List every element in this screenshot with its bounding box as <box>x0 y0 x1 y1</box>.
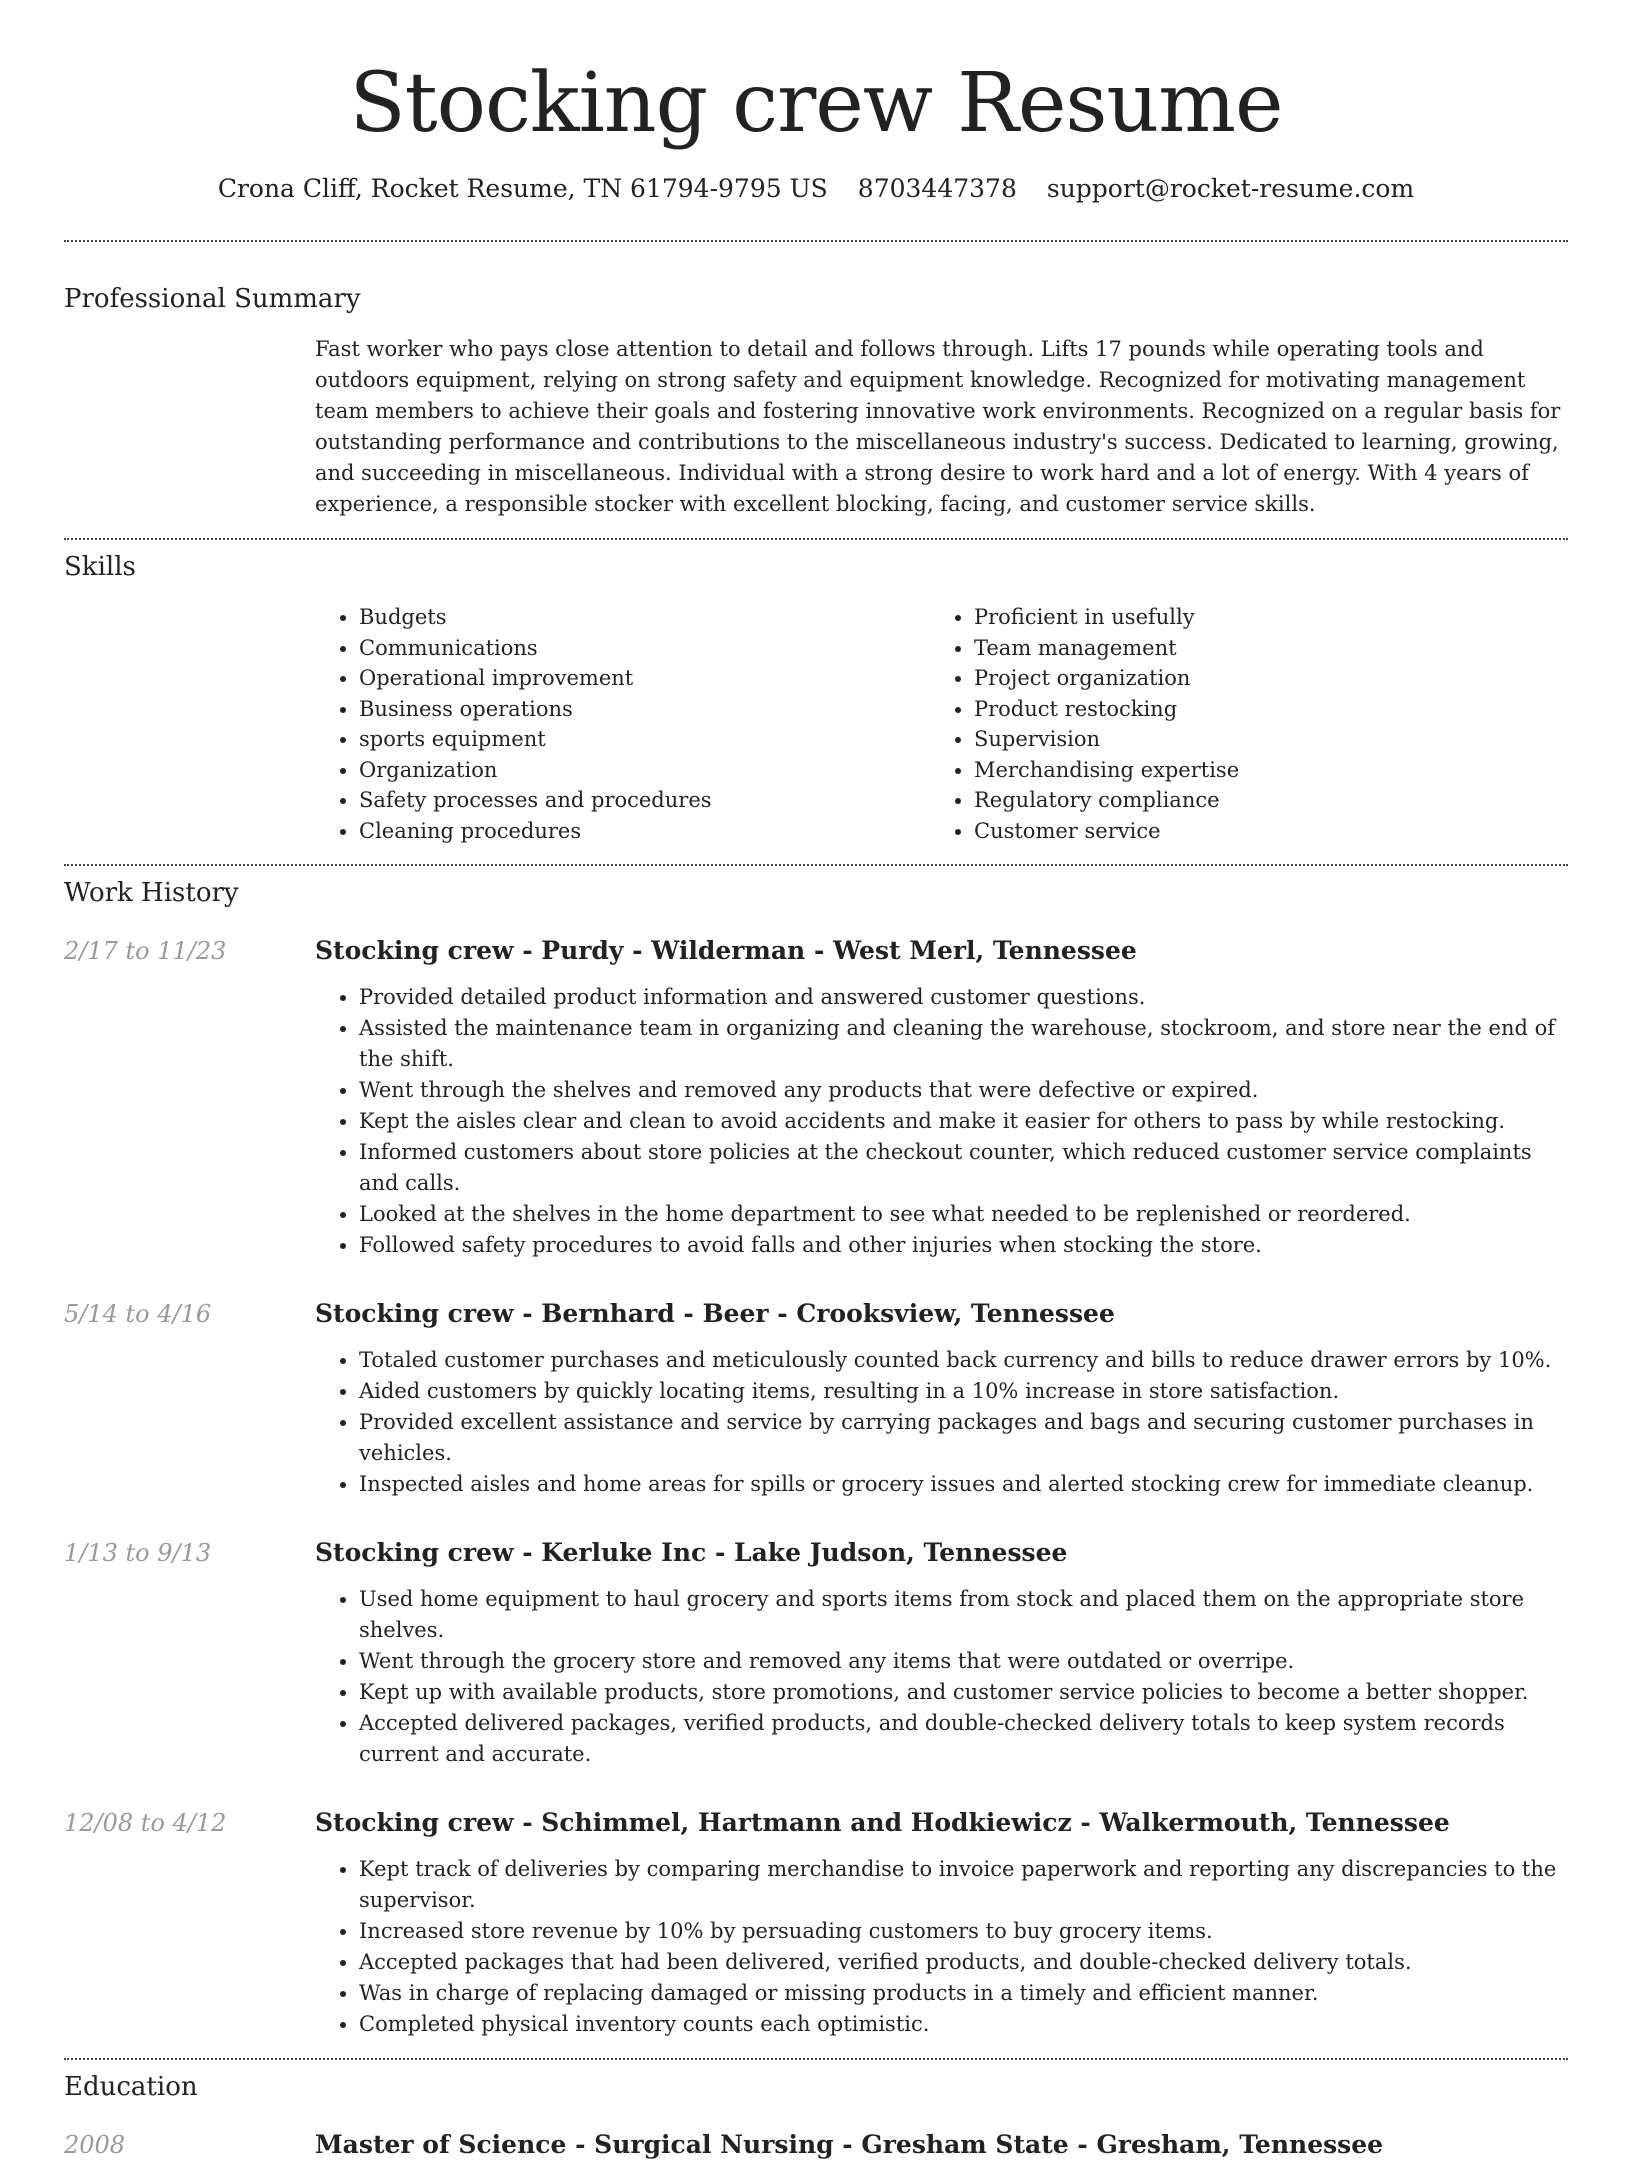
job-bullet: • Increased store revenue by 10% by persuading customers to buy grocery items. <box>359 1916 1568 1947</box>
job-bullets <box>315 1345 1568 1500</box>
skill-item: • Product restocking <box>974 694 1545 725</box>
job-title: Stocking crew - Purdy - Wilderman - West Merl, Tennessee <box>315 936 1137 965</box>
skill-item: • Cleaning procedures <box>359 816 930 847</box>
job-dates: 1/13 to 9/13 <box>64 1539 212 1567</box>
skill-item: • Supervision <box>974 724 1545 755</box>
contact-line <box>64 172 1568 206</box>
job-bullet: • Accepted packages that had been delivered, verified products, and double-checked delivery totals. <box>359 1947 1568 1978</box>
summary-heading: Professional Summary <box>64 284 361 314</box>
skills-list-left <box>315 602 930 846</box>
work-history-section <box>64 866 1568 2040</box>
skill-item: • Organization <box>359 755 930 786</box>
job-bullet: • Followed safety procedures to avoid falls and other injuries when stocking the store. <box>359 1230 1568 1261</box>
summary-text: Fast worker who pays close attention to detail and follows through. Lifts 17 pounds while operating tools and outdoors equipment, relying on strong safety and equipment knowledge. Recognized for motivating management team members to achieve their goals and fostering innovative work environments. Recognized on a regular basis for outstanding performance and contributions to the miscellaneous industry's success. Dedicated to learning, growing, and succeeding in miscellaneous. Individual with a strong desire to work hard and a lot of energy. With 4 years of experience, a responsible stocker with excellent blocking, facing, and customer service skills. <box>315 337 1561 516</box>
job-entry <box>64 1297 1568 1500</box>
summary-section <box>64 242 1568 520</box>
job-bullet: • Totaled customer purchases and meticulously counted back currency and bills to reduce drawer errors by 10%. <box>359 1345 1568 1376</box>
resume-page <box>64 0 1568 2162</box>
resume-title: Stocking crew Resume <box>349 56 1283 151</box>
job-bullet: • Provided detailed product information and answered customer questions. <box>359 982 1568 1013</box>
job-bullet: • Provided excellent assistance and service by carrying packages and bags and securing customer purchases in vehicles. <box>359 1407 1568 1469</box>
job-title: Stocking crew - Bernhard - Beer - Crooksview, Tennessee <box>315 1299 1115 1328</box>
job-bullets <box>315 982 1568 1261</box>
job-bullets <box>315 1584 1568 1770</box>
education-section <box>64 2060 1568 2162</box>
work-history-heading: Work History <box>64 878 239 908</box>
skill-item: • Team management <box>974 633 1545 664</box>
job-bullet: • Was in charge of replacing damaged or missing products in a timely and efficient manner. <box>359 1978 1568 2009</box>
job-entry <box>64 934 1568 1261</box>
skill-item: • Customer service <box>974 816 1545 847</box>
job-bullets <box>315 1854 1568 2040</box>
job-bullet: • Went through the shelves and removed any products that were defective or expired. <box>359 1075 1568 1106</box>
contact-email: support@rocket-resume.com <box>1046 174 1415 203</box>
skills-heading: Skills <box>64 552 136 582</box>
job-bullet: • Went through the grocery store and removed any items that were outdated or overripe. <box>359 1646 1568 1677</box>
job-bullet: • Kept track of deliveries by comparing merchandise to invoice paperwork and reporting any discrepancies to the supervisor. <box>359 1854 1568 1916</box>
skill-item: • Merchandising expertise <box>974 755 1545 786</box>
skills-list-right <box>930 602 1545 846</box>
skill-item: • Project organization <box>974 663 1545 694</box>
education-entry <box>64 2128 1568 2162</box>
skill-item: • Regulatory compliance <box>974 785 1545 816</box>
skill-item: • Proficient in usefully <box>974 602 1545 633</box>
job-bullet: • Informed customers about store policies at the checkout counter, which reduced customer service complaints and calls. <box>359 1137 1568 1199</box>
contact-address: Crona Cliff, Rocket Resume, TN 61794-9795 US <box>217 174 828 203</box>
job-dates: 5/14 to 4/16 <box>64 1300 212 1328</box>
job-title: Stocking crew - Kerluke Inc - Lake Judson, Tennessee <box>315 1538 1068 1567</box>
skill-item: • Communications <box>359 633 930 664</box>
job-dates: 2/17 to 11/23 <box>64 937 227 965</box>
job-entry <box>64 1536 1568 1770</box>
job-bullet: • Aided customers by quickly locating items, resulting in a 10% increase in store satisfaction. <box>359 1376 1568 1407</box>
education-heading: Education <box>64 2072 198 2102</box>
skills-section <box>64 540 1568 846</box>
contact-phone: 8703447378 <box>857 174 1017 203</box>
job-bullet: • Kept up with available products, store promotions, and customer service policies to become a better shopper. <box>359 1677 1568 1708</box>
education-title: Master of Science - Surgical Nursing - Gresham State - Gresham, Tennessee <box>315 2130 1384 2159</box>
job-bullet: • Inspected aisles and home areas for spills or grocery issues and alerted stocking crew for immediate cleanup. <box>359 1469 1568 1500</box>
skill-item: • Safety processes and procedures <box>359 785 930 816</box>
skill-item: • sports equipment <box>359 724 930 755</box>
job-bullet: • Kept the aisles clear and clean to avoid accidents and make it easier for others to pass by while restocking. <box>359 1106 1568 1137</box>
job-bullet: • Completed physical inventory counts each optimistic. <box>359 2009 1568 2040</box>
skill-item: • Business operations <box>359 694 930 725</box>
skill-item: • Operational improvement <box>359 663 930 694</box>
job-entry <box>64 1806 1568 2040</box>
job-title: Stocking crew - Schimmel, Hartmann and Hodkiewicz - Walkermouth, Tennessee <box>315 1808 1450 1837</box>
education-dates: 2008 <box>64 2131 126 2159</box>
job-bullet: • Used home equipment to haul grocery and sports items from stock and placed them on the appropriate store shelves. <box>359 1584 1568 1646</box>
skill-item: • Budgets <box>359 602 930 633</box>
job-bullet: • Looked at the shelves in the home department to see what needed to be replenished or reordered. <box>359 1199 1568 1230</box>
job-bullet: • Assisted the maintenance team in organizing and cleaning the warehouse, stockroom, and store near the end of the shift. <box>359 1013 1568 1075</box>
job-dates: 12/08 to 4/12 <box>64 1809 227 1837</box>
job-bullet: • Accepted delivered packages, verified products, and double-checked delivery totals to keep system records current and accurate. <box>359 1708 1568 1770</box>
